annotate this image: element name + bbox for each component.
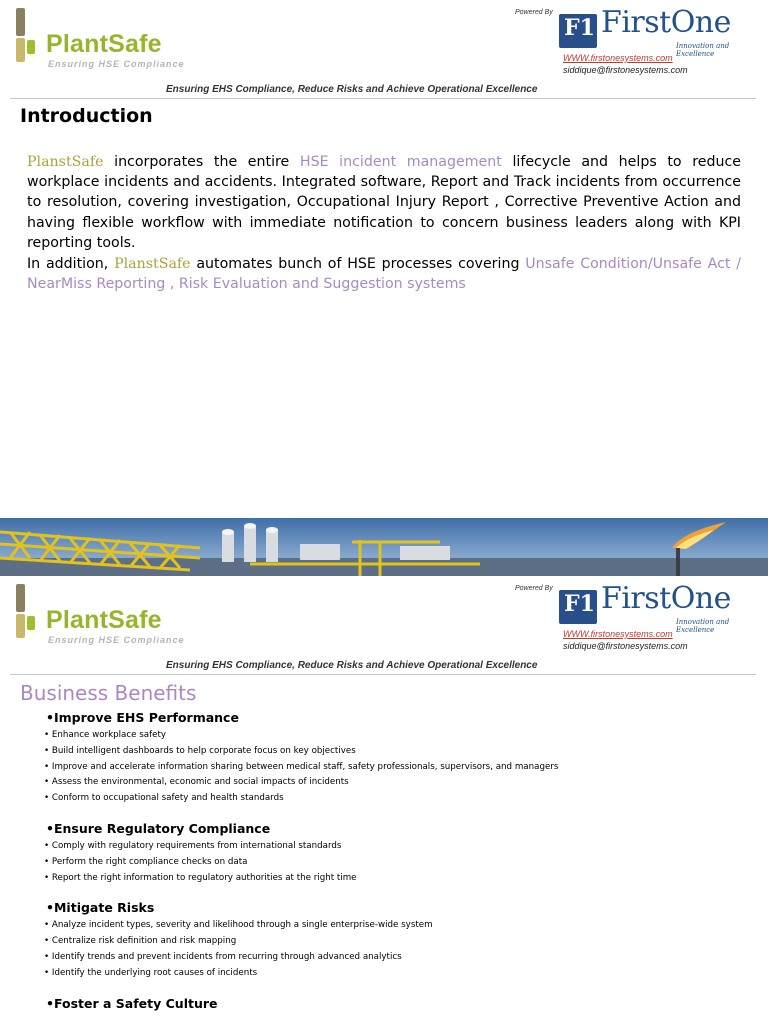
benefit-item: • Centralize risk definition and risk mapping [44,934,744,950]
benefit-item: • Conform to occupational safety and health standards [44,791,744,807]
benefit-group-heading: •Mitigate Risks [46,900,155,916]
benefit-item: • Improve and accelerate information sharing between medical staff, safety professionals, supervisors, and managers [44,760,744,776]
firstone-badge-icon [559,14,597,48]
firstone-badge-icon [559,590,597,624]
benefit-item: • Identify trends and prevent incidents from recurring through advanced analytics [44,950,744,966]
header-divider [10,98,756,99]
text-run: lifecycle and helps to reduce workplace incidents and accidents. Integrated software, Report and Track incidents from occurrence to resolution, covering investigation, Occupational Injury Report , Corrective Preventive Action and having flexible workflow with immediate notification to concern business leaders along with KPI reporting tools. [27,154,741,251]
website-link[interactable]: WWW.firstonesystems.com [563,53,673,63]
benefits-list [44,710,744,1024]
benefits-title: Business Benefits [20,681,197,705]
industrial-plant-banner [0,518,768,576]
benefit-item: • Analyze incident types, severity and likelihood through a single enterprise-wide system [44,918,744,934]
benefit-group [44,996,744,1011]
header-tagline: Ensuring EHS Compliance, Reduce Risks and Achieve Operational Excellence [166,660,538,671]
plantsafe-logo [12,582,192,648]
benefit-items [44,728,744,807]
logo-tagline: Ensuring HSE Compliance [48,59,185,69]
header-tagline: Ensuring EHS Compliance, Reduce Risks and Achieve Operational Excellence [166,84,538,95]
benefit-item: • Perform the right compliance checks on data [44,855,744,871]
logo-name: PlantSafe [46,606,162,634]
contact-email: siddique@firstonesystems.com [563,641,688,651]
intro-title: Introduction [20,105,153,127]
highlight-text: HSE incident management [299,154,502,170]
plantsafe-logo-mark-icon [14,582,36,640]
benefit-item: • Assess the environmental, economic and social impacts of incidents [44,775,744,791]
benefit-group [44,900,744,981]
highlight-text: Unsafe Condition/Unsafe Act / NearMiss Reporting , Risk Evaluation and Suggestion systems [27,256,742,293]
logo-tagline: Ensuring HSE Compliance [48,635,185,645]
website-link[interactable]: WWW.firstonesystems.com [563,629,673,639]
plantsafe-logo-mark-icon [14,6,36,64]
benefit-item: • Report the right information to regulatory authorities at the right time [44,871,744,887]
slide-business-benefits [0,576,768,1024]
firstone-subtitle: Innovation and Excellence [676,42,730,58]
intro-paragraph-1 [27,152,741,253]
firstone-subtitle: Innovation and Excellence [676,618,730,634]
firstone-badge-text: F1 [564,15,595,41]
benefit-items [44,839,744,886]
text-run: automates bunch of HSE processes covering [190,256,526,272]
firstone-badge-text: F1 [564,591,595,617]
brand-name: PlanstSafe [114,256,191,272]
text-run: incorporates the entire [103,154,300,170]
benefit-group-heading: •Ensure Regulatory Compliance [46,820,271,836]
benefit-item: • Enhance workplace safety [44,728,744,744]
benefit-item: • Build intelligent dashboards to help corporate focus on key objectives [44,744,744,760]
brand-name: PlanstSafe [27,154,104,170]
benefit-group [44,821,744,886]
benefit-item: • Comply with regulatory requirements from international standards [44,839,744,855]
firstone-name: FirstOne [601,581,731,616]
firstone-name: FirstOne [601,5,731,40]
plantsafe-logo [12,6,192,72]
benefit-group [44,710,744,807]
logo-name: PlantSafe [46,30,162,58]
contact-email: siddique@firstonesystems.com [563,65,688,75]
powered-by-label: Powered By [515,9,553,16]
benefit-item: • Identify the underlying root causes of incidents [44,966,744,982]
intro-paragraph-2 [27,254,741,294]
powered-by-label: Powered By [515,585,553,592]
header-divider [10,674,756,675]
benefit-group-heading: •Foster a Safety Culture [46,995,218,1011]
benefit-group-heading: •Improve EHS Performance [46,710,239,725]
benefit-items [44,918,744,981]
text-run: In addition, [27,256,115,272]
